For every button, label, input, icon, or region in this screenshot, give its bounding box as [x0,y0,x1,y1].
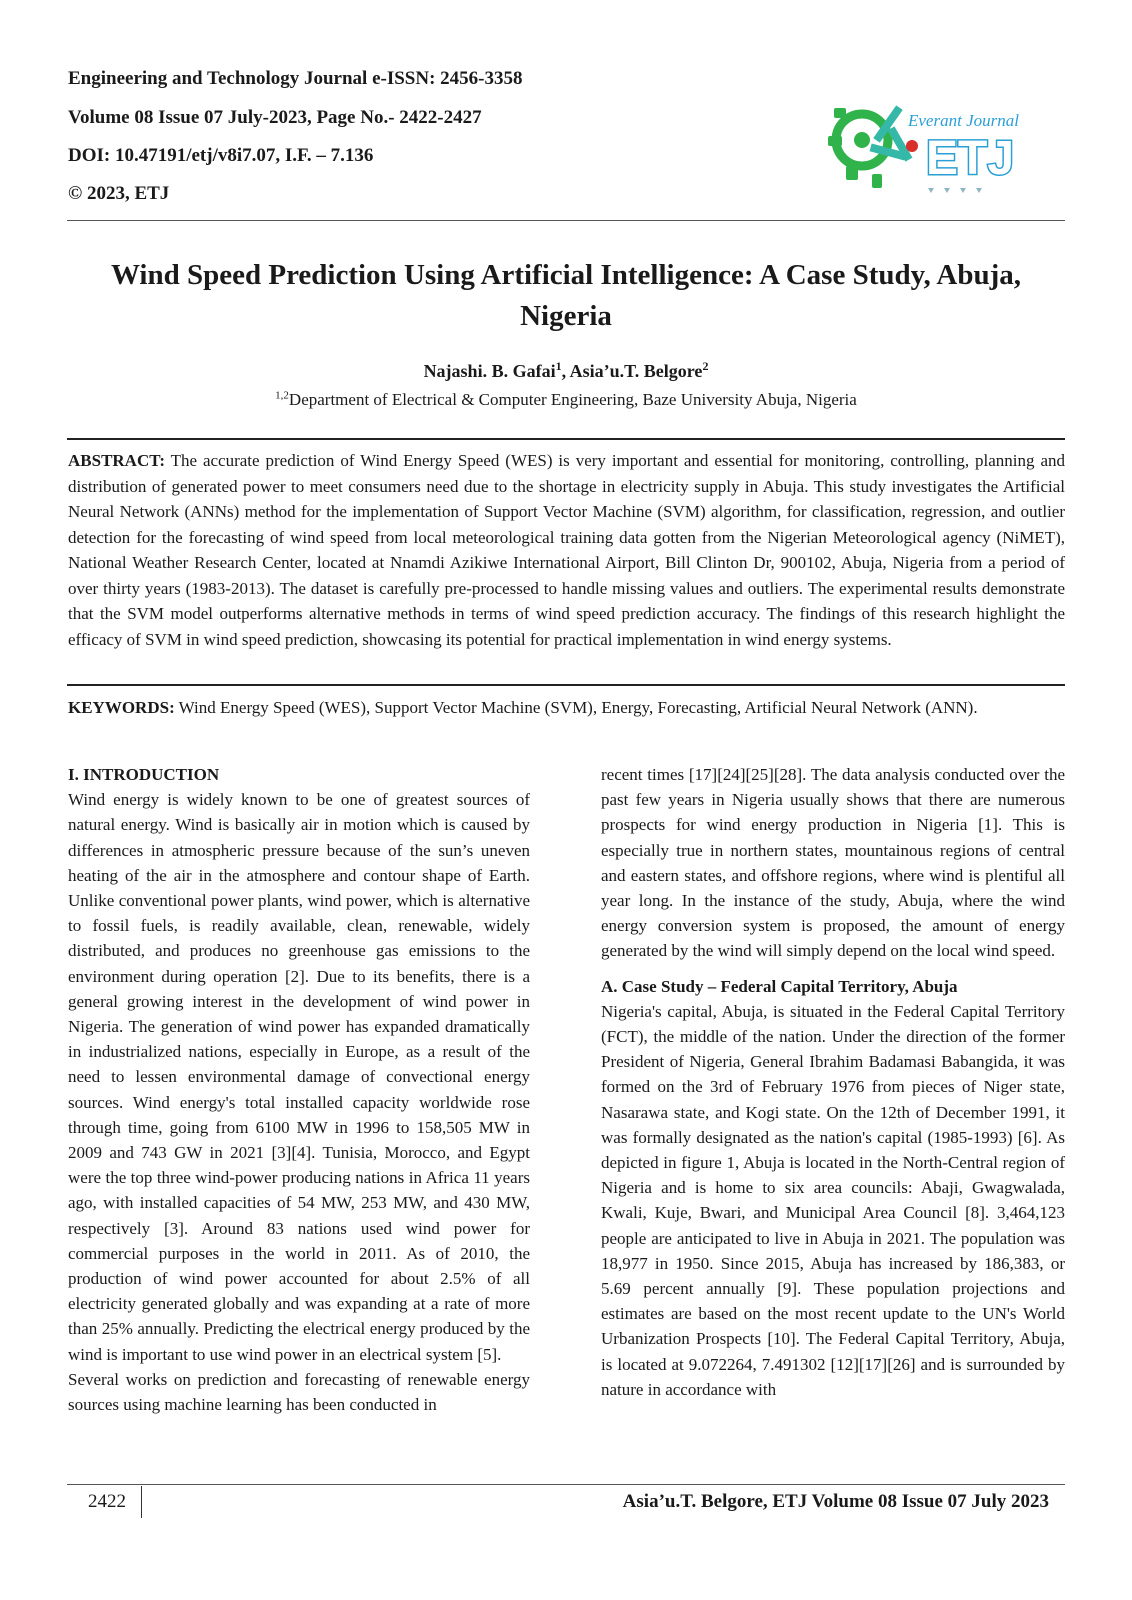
footer-separator [141,1486,142,1518]
affiliation-text: Department of Electrical & Computer Engineering, Baze University Abuja, Nigeria [288,390,857,409]
journal-logo [826,96,1046,200]
introduction-paragraph-2: Several works on prediction and forecasting of renewable energy sources using machine learning has been conducted in [68,1369,530,1415]
logo-mark: ETJ [926,132,1015,185]
page-number: 2422 [88,1491,126,1512]
abstract-bottom-rule [67,684,1065,686]
keywords-text: Wind Energy Speed (WES), Support Vector Machine (SVM), Energy, Forecasting, Artificial Neural Network (ANN). [174,698,978,717]
journal-name: Engineering and Technology Journal e-ISSN: 2456-3358 [68,68,523,89]
case-study-paragraph: Nigeria's capital, Abuja, is situated in the Federal Capital Territory (FCT), the middle of the nation. Under the direction of the former President of Nigeria, General Ibrahim Badamasi Babangida, it was formed on the 3rd of February 1976 from pieces of Niger state, Nasarawa state, and Kogi state. On the 12th of December 1991, it was formally designated as the nation's capital (1985-1993) [6]. As depicted in figure 1, Abuja is located in the North-Central region of Nigeria and is home to six area councils: Abaji, Gwagwalada, Kwali, Kuje, Bwari, and Municipal Area Council [8]. 3,464,123 people are anticipated to live in Abuja in 2021. The population was 18,977 in 1950. Since 2015, Abuja has increased by 186,383, or 5.69 percent annually [9]. These population projections and estimates are based on the most recent update to the UN's World Urbanization Prospects [10]. The Federal Capital Territory, Abuja, is located at 9.072264, 7.491302 [12][17][26] and is surrounded by nature in accordance with [601,1001,1065,1399]
affiliation-sup: 1,2 [275,389,289,402]
volume-info: Volume 08 Issue 07 July-2023, Page No.- 2422-2427 [68,107,482,128]
author-1: Najashi. B. Gafai [423,361,556,381]
left-column [68,762,530,1417]
keywords [68,695,1065,720]
footer-citation: Asia’u.T. Belgore, ETJ Volume 08 Issue 07 July 2023 [622,1491,1049,1512]
abstract-top-rule [67,438,1065,440]
copyright: © 2023, ETJ [68,183,170,204]
footer-rule [67,1484,1065,1485]
introduction-heading: I. INTRODUCTION [68,765,220,784]
right-paragraph-1: recent times [17][24][25][28]. The data analysis conducted over the past few years in Nigeria usually shows that there are numerous prospects for wind energy production in Nigeria [1]. This is especially true in northern states, mountainous regions of central and eastern states, and offshore regions, where wind is plentiful all year long. In the instance of the study, Abuja, where the wind energy conversion system is proposed, the amount of energy generated by the wind will simply depend on the local wind speed. [601,765,1065,961]
author-1-sup: 1 [555,359,562,373]
logo-tagline: Everant Journal [908,111,1019,130]
keywords-label: KEYWORDS: [68,698,175,717]
etj-logo-icon [826,96,1046,200]
paper-title: Wind Speed Prediction Using Artificial Intelligence: A Case Study, Abuja, Nigeria [110,259,1022,332]
author-separator: , [561,361,570,381]
header-divider [67,220,1065,221]
author-2: Asia’u.T. Belgore [569,361,703,381]
doi-info: DOI: 10.47191/etj/v8i7.07, I.F. – 7.136 [68,145,374,166]
abstract [68,448,1065,652]
introduction-paragraph-1: Wind energy is widely known to be one of greatest sources of natural energy. Wind is basically air in motion which is caused by differences in atmospheric pressure because of the sun’s uneven heating of the air in the atmosphere and contour shape of Earth. Unlike conventional power plants, wind power, which is alternative to fossil fuels, is readily available, clean, renewable, widely distributed, and produces no greenhouse gas emissions to the environment during operation [2]. Due to its benefits, there is a general growing interest in the development of wind power in Nigeria. The generation of wind power has expanded dramatically in industrialized nations, especially in Europe, as a result of the need to lessen environmental damage of convectional energy sources. Wind energy's total installed capacity worldwide rose through time, going from 6100 MW in 1996 to 158,505 MW in 2009 and 743 GW in 2021 [3][4]. Tunisia, Morocco, and Egypt were the top three wind-power producing nations in Africa 11 years ago, with installed capacities of 54 MW, 253 MW, and 430 MW, respectively [3]. Around 83 nations used wind power for commercial purposes in the world in 2011. As of 2010, the production of wind power accounted for about 2.5% of all electricity generated globally and was expanding at a rate of more than 25% annually. Predicting the electrical energy produced by the wind is important to use wind power in an electrical system [5]. [68,790,530,1364]
abstract-text: The accurate prediction of Wind Energy Speed (WES) is very important and essential for monitoring, controlling, planning and distribution of generated power to meet consumers need due to the shortage in electricity supply in Abuja. This study investigates the Artificial Neural Network (ANNs) method for the implementation of Support Vector Machine (SVM) algorithm, for classification, regression, and outlier detection for the forecasting of wind speed from local meteorological training data gotten from the Nigerian Meteorological agency (NiMET), National Weather Research Center, located at Nnamdi Azikiwe International Airport, Bill Clinton Dr, 900102, Abuja, Nigeria from a period of over thirty years (1983-2013). The dataset is carefully pre-processed to handle missing values and outliers. The experimental results demonstrate that the SVM model outperforms alternative methods in terms of wind speed prediction accuracy. The findings of this research highlight the efficacy of SVM in wind speed prediction, showcasing its potential for practical implementation in wind energy systems. [68,451,1065,649]
author-list [67,360,1065,382]
affiliation [67,389,1065,411]
case-study-heading: A. Case Study – Federal Capital Territory, Abuja [601,976,958,996]
author-2-sup: 2 [702,359,709,373]
right-column [601,762,1065,1402]
abstract-label: ABSTRACT: [68,451,165,470]
